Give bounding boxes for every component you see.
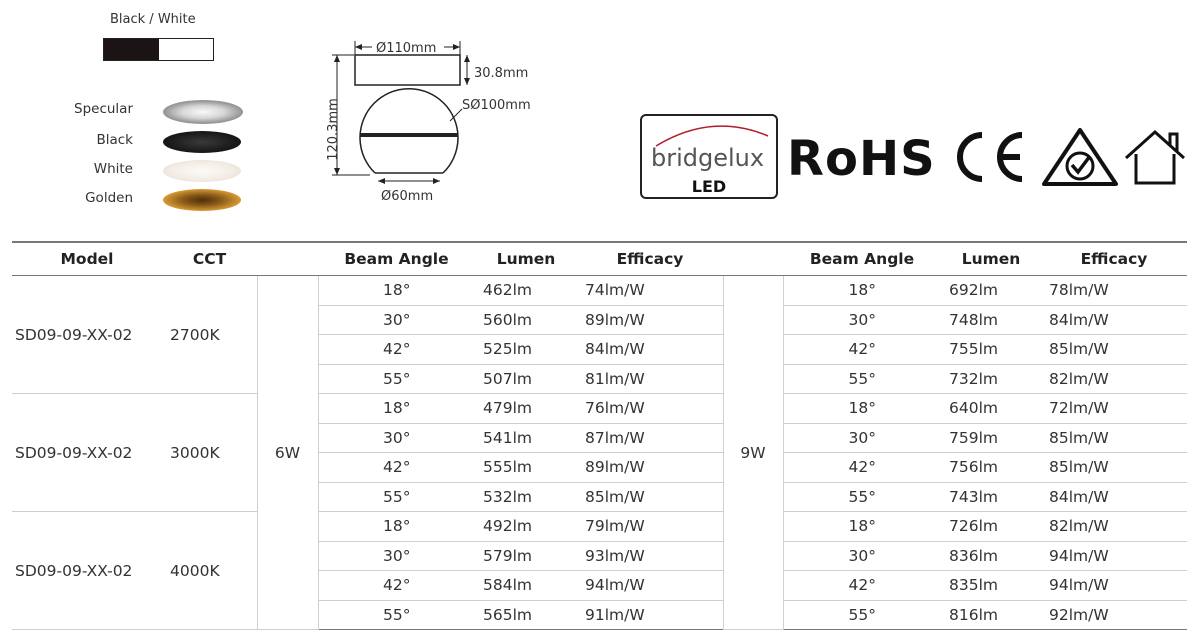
beam-angle-6w-cell: 42° [318,335,475,365]
dim-diameter-top: Ø110mm [376,41,437,56]
beam-angle-9w-cell: 42° [783,571,941,601]
header-lumen-9w: Lumen [941,242,1041,276]
efficacy-6w-cell: 79lm/W [577,512,723,542]
swatch-specular [163,100,243,124]
efficacy-6w-cell: 85lm/W [577,482,723,512]
swatch-black [163,131,241,153]
efficacy-6w-cell: 93lm/W [577,541,723,571]
beam-angle-6w-cell: 30° [318,423,475,453]
efficacy-6w-cell: 74lm/W [577,276,723,306]
table-header-row [12,242,1187,276]
efficacy-6w-cell: 89lm/W [577,453,723,483]
header-efficacy-6w: Efficacy [577,242,723,276]
finish-swatch [103,38,214,61]
beam-angle-6w-cell: 30° [318,305,475,335]
rohs-mark: RoHS [787,131,936,187]
lumen-9w-cell: 748lm [941,305,1041,335]
lumen-6w-cell: 584lm [475,571,577,601]
efficacy-6w-cell: 84lm/W [577,335,723,365]
header-power-6w-blank [257,242,318,276]
efficacy-9w-cell: 85lm/W [1041,335,1187,365]
finish-swatch-white [159,39,213,60]
efficacy-6w-cell: 91lm/W [577,600,723,630]
table-row [12,394,1187,424]
bridgelux-badge [640,114,778,199]
beam-angle-9w-cell: 30° [783,423,941,453]
efficacy-9w-cell: 78lm/W [1041,276,1187,306]
lumen-6w-cell: 462lm [475,276,577,306]
beam-angle-9w-cell: 30° [783,541,941,571]
lumen-6w-cell: 507lm [475,364,577,394]
color-label-golden: Golden [85,190,133,206]
beam-angle-9w-cell: 18° [783,276,941,306]
efficacy-9w-cell: 85lm/W [1041,453,1187,483]
lumen-6w-cell: 579lm [475,541,577,571]
swatch-golden [163,189,241,211]
efficacy-9w-cell: 82lm/W [1041,512,1187,542]
lumen-9w-cell: 835lm [941,571,1041,601]
efficacy-6w-cell: 76lm/W [577,394,723,424]
efficacy-6w-cell: 81lm/W [577,364,723,394]
model-cell: SD09-09-XX-02 [12,512,162,630]
efficacy-9w-cell: 82lm/W [1041,364,1187,394]
lumen-9w-cell: 755lm [941,335,1041,365]
header-lumen-6w: Lumen [475,242,577,276]
finish-label: Black / White [110,12,196,27]
header-beam-angle-6w: Beam Angle [318,242,475,276]
beam-angle-6w-cell: 18° [318,394,475,424]
house-icon [1122,128,1188,186]
efficacy-9w-cell: 85lm/W [1041,423,1187,453]
dim-sphere: SØ100mm [462,98,531,113]
bridgelux-logo-text: bridgelux [651,144,765,172]
dim-height-top: 30.8mm [474,66,529,81]
lumen-6w-cell: 492lm [475,512,577,542]
power-6w-cell: 6W [257,276,318,630]
efficacy-9w-cell: 72lm/W [1041,394,1187,424]
dim-total-height: 120.3mm [325,98,341,161]
dimension-drawing [320,35,540,210]
beam-angle-6w-cell: 18° [318,512,475,542]
efficacy-6w-cell: 89lm/W [577,305,723,335]
ce-mark-label [960,205,961,206]
lumen-9w-cell: 640lm [941,394,1041,424]
bridgelux-led-text: LED [691,177,727,196]
header-efficacy-9w: Efficacy [1041,242,1187,276]
finish-swatch-black [104,39,159,60]
lumen-6w-cell: 479lm [475,394,577,424]
header-model: Model [12,242,162,276]
beam-angle-6w-cell: 30° [318,541,475,571]
efficacy-9w-cell: 94lm/W [1041,541,1187,571]
lumen-9w-cell: 816lm [941,600,1041,630]
lumen-6w-cell: 565lm [475,600,577,630]
lumen-9w-cell: 726lm [941,512,1041,542]
lumen-6w-cell: 525lm [475,335,577,365]
lumen-6w-cell: 560lm [475,305,577,335]
lumen-9w-cell: 743lm [941,482,1041,512]
beam-angle-6w-cell: 42° [318,571,475,601]
beam-angle-9w-cell: 30° [783,305,941,335]
beam-angle-9w-cell: 18° [783,512,941,542]
spec-table [12,241,1187,630]
cct-cell: 4000K [162,512,257,630]
dim-diameter-bottom: Ø60mm [381,189,434,204]
ce-mark-icon [952,129,1032,185]
cct-cell: 2700K [162,276,257,394]
lumen-6w-cell: 555lm [475,453,577,483]
rcm-icon [1040,126,1120,188]
lumen-9w-cell: 756lm [941,453,1041,483]
beam-angle-9w-cell: 55° [783,482,941,512]
beam-angle-9w-cell: 55° [783,600,941,630]
beam-angle-9w-cell: 42° [783,335,941,365]
power-9w-cell: 9W [723,276,783,630]
beam-angle-9w-cell: 55° [783,364,941,394]
model-cell: SD09-09-XX-02 [12,276,162,394]
efficacy-9w-cell: 92lm/W [1041,600,1187,630]
header-beam-angle-9w: Beam Angle [783,242,941,276]
lumen-9w-cell: 836lm [941,541,1041,571]
cct-cell: 3000K [162,394,257,512]
lumen-9w-cell: 759lm [941,423,1041,453]
beam-angle-6w-cell: 18° [318,276,475,306]
color-label-white: White [93,161,133,177]
lumen-6w-cell: 532lm [475,482,577,512]
efficacy-6w-cell: 87lm/W [577,423,723,453]
lumen-9w-cell: 692lm [941,276,1041,306]
beam-angle-6w-cell: 55° [318,600,475,630]
efficacy-9w-cell: 84lm/W [1041,482,1187,512]
lumen-9w-cell: 732lm [941,364,1041,394]
color-label-specular: Specular [74,101,133,117]
efficacy-6w-cell: 94lm/W [577,571,723,601]
table-row [12,276,1187,306]
beam-angle-6w-cell: 55° [318,364,475,394]
efficacy-9w-cell: 84lm/W [1041,305,1187,335]
beam-angle-9w-cell: 42° [783,453,941,483]
model-cell: SD09-09-XX-02 [12,394,162,512]
table-row [12,512,1187,542]
beam-angle-9w-cell: 18° [783,394,941,424]
lumen-6w-cell: 541lm [475,423,577,453]
efficacy-9w-cell: 94lm/W [1041,571,1187,601]
header-power-9w-blank [723,242,783,276]
header-cct: CCT [162,242,257,276]
color-label-black: Black [96,132,133,148]
swatch-white [163,160,241,182]
beam-angle-6w-cell: 55° [318,482,475,512]
beam-angle-6w-cell: 42° [318,453,475,483]
